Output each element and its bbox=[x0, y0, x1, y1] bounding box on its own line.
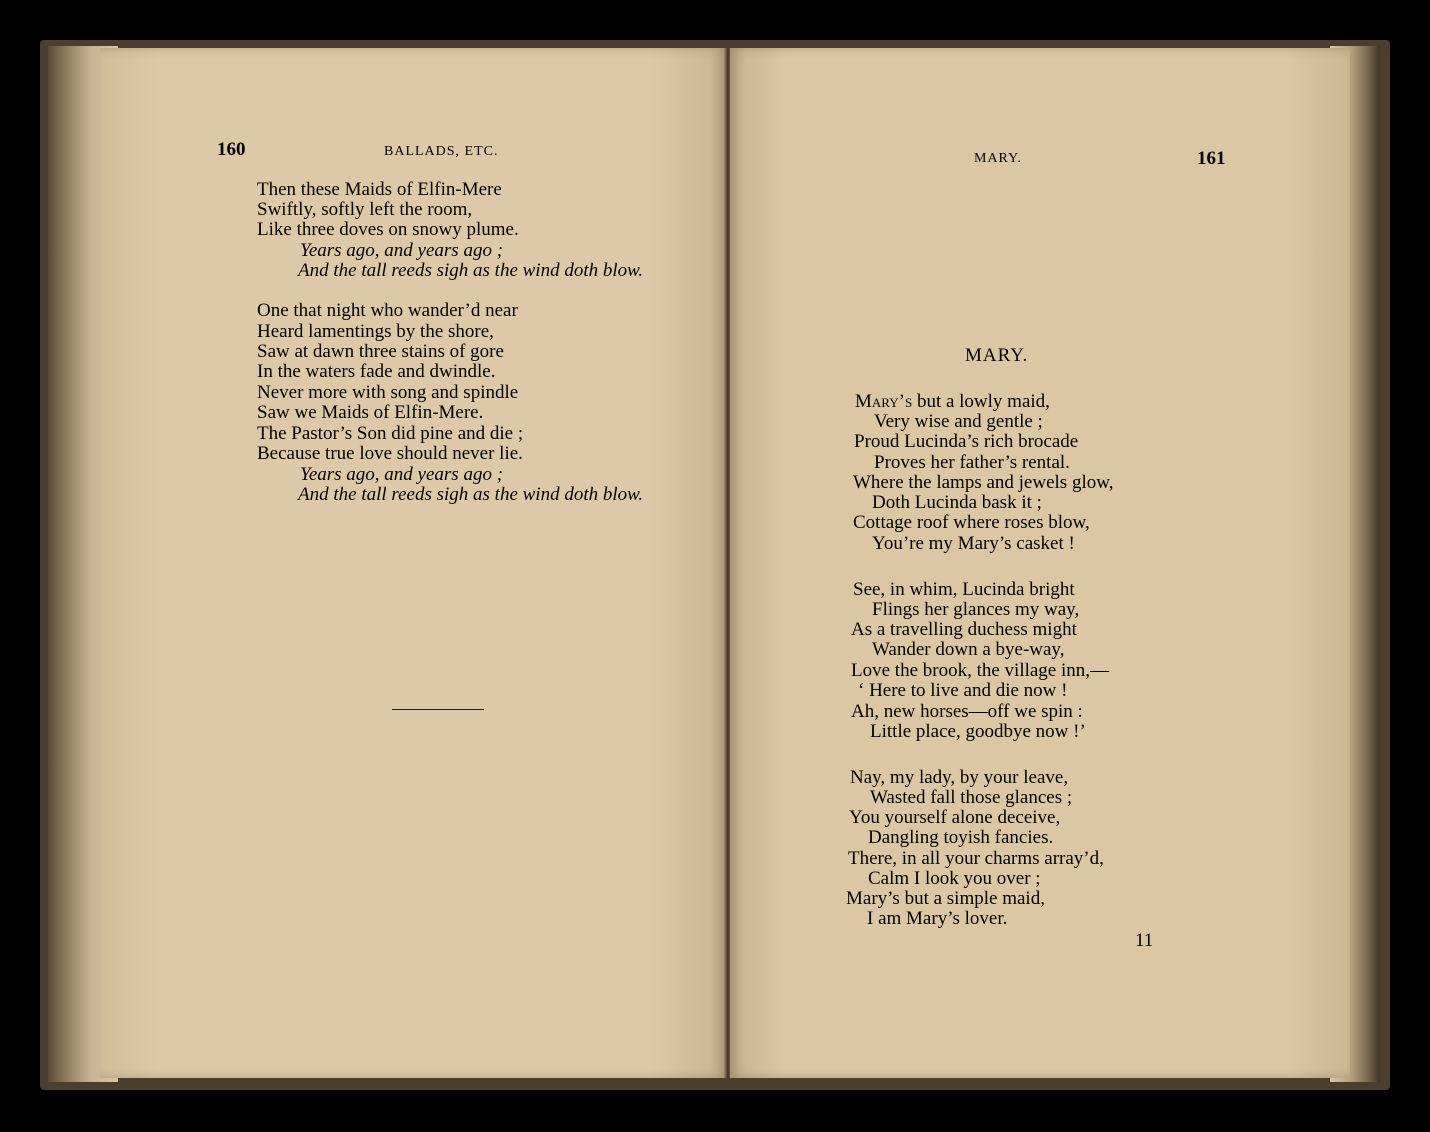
left-running-head: BALLADS, ETC. bbox=[384, 144, 499, 159]
poem-line: The Pastor’s Son did pine and die ; bbox=[257, 423, 524, 444]
poem-first-line bbox=[855, 392, 1050, 413]
refrain-line: And the tall reeds sigh as the wind doth blow. bbox=[298, 484, 644, 505]
poem-line: Never more with song and spindle bbox=[257, 382, 519, 403]
right-page bbox=[730, 48, 1350, 1078]
poem-line: Heard lamentings by the shore, bbox=[257, 321, 494, 342]
poem-line: Saw at dawn three stains of gore bbox=[257, 341, 504, 362]
end-rule bbox=[392, 709, 484, 710]
poem-line: As a travelling duchess might bbox=[851, 619, 1077, 640]
first-line-rest: but a lowly maid, bbox=[912, 391, 1050, 412]
refrain-line: Years ago, and years ago ; bbox=[300, 240, 504, 261]
poem-line: Where the lamps and jewels glow, bbox=[853, 472, 1114, 493]
poem-line: ‘ Here to live and die now ! bbox=[858, 680, 1068, 701]
poem-line: Ah, new horses—off we spin : bbox=[851, 701, 1083, 722]
poem-line: Wasted fall those glances ; bbox=[870, 787, 1073, 808]
poem-line: Like three doves on snowy plume. bbox=[257, 219, 519, 240]
right-page-number: 161 bbox=[1197, 148, 1226, 169]
poem-line: Very wise and gentle ; bbox=[874, 411, 1043, 432]
first-word: Mary’s bbox=[855, 391, 913, 412]
poem-title: MARY. bbox=[965, 345, 1029, 366]
left-page-number: 160 bbox=[217, 139, 246, 160]
poem-line: Nay, my lady, by your leave, bbox=[850, 767, 1069, 788]
poem-line: You yourself alone deceive, bbox=[849, 807, 1061, 828]
poem-line: Cottage roof where roses blow, bbox=[853, 512, 1090, 533]
poem-line: See, in whim, Lucinda bright bbox=[853, 579, 1075, 600]
poem-line: Wander down a bye-way, bbox=[872, 639, 1065, 660]
right-running-head: MARY. bbox=[974, 151, 1022, 166]
poem-line: Love the brook, the village inn,— bbox=[851, 660, 1110, 681]
poem-line: Mary’s but a simple maid, bbox=[846, 888, 1045, 909]
poem-line: Then these Maids of Elfin-Mere bbox=[257, 179, 502, 200]
refrain-line: Years ago, and years ago ; bbox=[300, 464, 504, 485]
poem-line: Calm I look you over ; bbox=[868, 868, 1041, 889]
poem-line: Because true love should never lie. bbox=[257, 443, 523, 464]
refrain-line: And the tall reeds sigh as the wind doth blow. bbox=[298, 260, 644, 281]
poem-line: One that night who wander’d near bbox=[257, 300, 518, 321]
poem-line: Doth Lucinda bask it ; bbox=[872, 492, 1042, 513]
signature-mark: 11 bbox=[1135, 930, 1154, 951]
poem-line: Swiftly, softly left the room, bbox=[257, 199, 473, 220]
poem-line: Little place, goodbye now !’ bbox=[870, 721, 1086, 742]
poem-line: In the waters fade and dwindle. bbox=[257, 361, 496, 382]
poem-line: There, in all your charms array’d, bbox=[848, 848, 1104, 869]
poem-line: Proves her father’s rental. bbox=[874, 452, 1070, 473]
poem-line: Flings her glances my way, bbox=[872, 599, 1080, 620]
poem-line: Dangling toyish fancies. bbox=[868, 827, 1054, 848]
poem-line: I am Mary’s lover. bbox=[867, 908, 1008, 929]
poem-line: You’re my Mary’s casket ! bbox=[872, 533, 1075, 554]
poem-line: Proud Lucinda’s rich brocade bbox=[854, 431, 1079, 452]
poem-line: Saw we Maids of Elfin-Mere. bbox=[257, 402, 484, 423]
